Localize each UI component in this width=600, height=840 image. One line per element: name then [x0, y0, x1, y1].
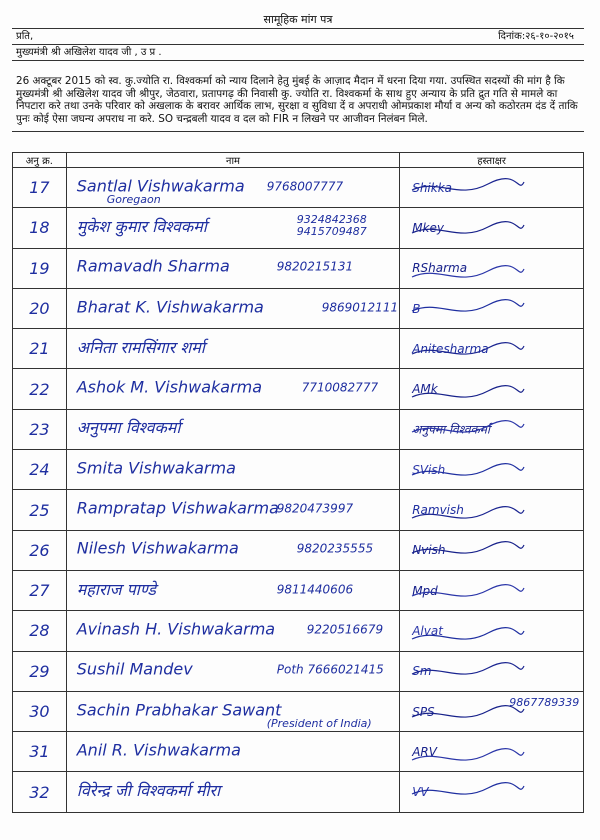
name-cell — [66, 530, 399, 570]
handwritten-signature: Shikka — [412, 180, 453, 195]
handwritten-signature: VV — [412, 785, 429, 800]
signature-flourish — [408, 736, 528, 766]
signature-cell — [400, 208, 584, 248]
signature-cell — [400, 329, 584, 369]
signature-cell — [400, 248, 584, 288]
name-cell — [66, 409, 399, 449]
addressee: मुख्यमंत्री श्री अखिलेश यादव जी , उ प्र . — [16, 47, 162, 58]
phone-number: 9820235555 — [296, 541, 374, 556]
row-number-text: 29 — [29, 661, 50, 681]
petition-sheet — [12, 12, 584, 822]
name-cell — [66, 570, 399, 610]
signature-flourish — [408, 212, 528, 242]
col-header-number: अनु क्र. — [13, 153, 67, 168]
row-number — [13, 369, 67, 409]
signature-cell — [400, 651, 584, 691]
petition-text: 26 अक्टूबर 2015 को स्व. कु.ज्योति रा. विश्वकर्मा को न्याय दिलाने हेतु मुंबई के आज़ाद मैदान में धरना दिया गया. उपस्थित सदस्यों की मांग है कि मुख्यमंत्री श्री अखिलेश यादव जी श्रीपुर, जेठवारा, प्रतापगढ़ की निवासी कु. ज्योति रा. विश्वकर्मा के साथ हुए अन्याय के प्रति द्रुत गति से मामले का निपटारा करे तथा उनके परिवार को अखलाक के बरावर आर्थिक लाभ, सुरक्षा व सुविधा दें व अपराधी ओमप्रकाश मौर्या व अन्य को कठोरतम दंड दें ताकि पुनः कोई ऐसा जघन्य अपराध ना करे. SO चन्द्रबली यादव व दल को FIR न लिखने पर आजीवन निलंबन मिले. — [12, 61, 584, 132]
row-number-text: 30 — [29, 702, 50, 721]
handwritten-name: Bharat K. Vishwakarma — [76, 297, 264, 317]
signature-flourish — [408, 575, 528, 605]
handwritten-signature: SPS — [412, 704, 435, 719]
handwritten-signature: Alvat — [412, 623, 443, 638]
handwritten-name: Avinash H. Vishwakarma — [76, 619, 276, 639]
handwritten-signature: Nvish — [412, 543, 446, 558]
table-row — [13, 691, 584, 731]
signature-cell — [400, 450, 584, 490]
table-row — [13, 168, 584, 208]
handwritten-signature: B — [412, 301, 421, 316]
handwritten-name: Ashok M. Vishwakarma — [76, 377, 263, 397]
row-number-text: 32 — [29, 782, 50, 802]
signature-flourish — [408, 293, 528, 323]
table-row — [13, 651, 584, 691]
row-number-text: 28 — [29, 621, 50, 641]
phone-number: 9324842368 9415709487 — [296, 213, 367, 239]
row-number-text: 31 — [29, 742, 50, 762]
signature-flourish — [408, 535, 528, 565]
signature-flourish — [408, 494, 528, 524]
handwritten-name: मुकेश कुमार विश्वकर्मा — [76, 216, 207, 236]
handwritten-name: Anil R. Vishwakarma — [76, 740, 241, 760]
handwritten-signature: ARV — [412, 744, 437, 759]
to-line — [12, 29, 584, 45]
handwritten-signature: AMk — [412, 382, 438, 397]
handwritten-signature: Mpd — [412, 583, 438, 598]
table-row — [13, 369, 584, 409]
name-cell — [66, 168, 399, 208]
phone-number: 9867789339 — [509, 695, 580, 709]
handwritten-signature: Sm — [412, 664, 432, 679]
handwritten-name: Rampratap Vishwakarma — [76, 498, 279, 518]
signature-flourish — [408, 454, 528, 484]
table-row — [13, 248, 584, 288]
row-number — [13, 772, 67, 812]
handwritten-name: Sachin Prabhakar Sawant — [76, 700, 282, 720]
document-title: सामूहिक मांग पत्र — [12, 12, 584, 29]
row-number-text: 24 — [29, 460, 50, 480]
row-number — [13, 651, 67, 691]
table-row — [13, 570, 584, 610]
name-cell — [66, 288, 399, 328]
table-row — [13, 732, 584, 772]
signature-flourish — [408, 253, 528, 283]
signature-cell — [400, 168, 584, 208]
signature-cell — [400, 772, 584, 812]
row-number-text: 23 — [29, 419, 50, 439]
row-number — [13, 450, 67, 490]
row-number — [13, 288, 67, 328]
row-number-text: 22 — [29, 379, 50, 399]
handwritten-name: विरेन्द्र जी विश्वकर्मा मीरा — [76, 780, 221, 800]
row-number — [13, 248, 67, 288]
table-row — [13, 530, 584, 570]
name-cell — [66, 732, 399, 772]
handwritten-note: (President of India) — [266, 717, 372, 731]
name-cell — [66, 208, 399, 248]
table-row — [13, 490, 584, 530]
signature-cell — [400, 490, 584, 530]
table-row — [13, 409, 584, 449]
table-row — [13, 611, 584, 651]
phone-number: 9768007777 — [266, 179, 344, 194]
name-cell — [66, 329, 399, 369]
row-number-text: 21 — [29, 339, 50, 359]
phone-number: Poth 7666021415 — [276, 662, 384, 677]
phone-number: 9820215131 — [276, 259, 354, 274]
row-number — [13, 570, 67, 610]
row-number — [13, 732, 67, 772]
table-row — [13, 288, 584, 328]
name-cell — [66, 651, 399, 691]
row-number-text: 19 — [29, 258, 50, 278]
handwritten-name: Santlal Vishwakarma — [76, 176, 245, 196]
signature-flourish — [408, 333, 528, 363]
table-row — [13, 772, 584, 812]
handwritten-signature: Mkey — [412, 220, 444, 235]
signature-cell — [400, 611, 584, 651]
name-cell — [66, 248, 399, 288]
phone-number: 7710082777 — [301, 380, 379, 395]
name-cell — [66, 369, 399, 409]
row-number — [13, 168, 67, 208]
date: दिनांक:२६-१०-२०१५ — [498, 31, 574, 42]
table-row — [13, 450, 584, 490]
name-cell — [66, 490, 399, 530]
signature-cell — [400, 530, 584, 570]
handwritten-signature: Anitesharma — [412, 341, 489, 356]
handwritten-name: Smita Vishwakarma — [76, 458, 236, 478]
row-number-text: 17 — [29, 178, 50, 198]
row-number — [13, 329, 67, 369]
table-row — [13, 208, 584, 248]
signature-flourish — [408, 373, 528, 403]
row-number — [13, 611, 67, 651]
table-row — [13, 329, 584, 369]
phone-number: 9869012111 — [321, 300, 399, 315]
signature-cell — [400, 369, 584, 409]
signature-table — [12, 152, 584, 813]
signature-cell — [400, 409, 584, 449]
signature-flourish — [408, 172, 528, 202]
handwritten-name: महाराज पाण्डे — [76, 579, 156, 599]
row-number-text: 18 — [29, 218, 50, 238]
signature-flourish — [408, 656, 528, 686]
handwritten-name: अनिता रामसिंगार शर्मा — [76, 337, 205, 357]
row-number-text: 26 — [29, 540, 50, 560]
handwritten-name: Nilesh Vishwakarma — [76, 538, 239, 558]
handwritten-name: Sushil Mandev — [76, 659, 193, 679]
name-cell — [66, 772, 399, 812]
handwritten-signature: Ramvish — [412, 503, 464, 518]
row-number-text: 20 — [29, 299, 50, 319]
row-number — [13, 691, 67, 731]
handwritten-signature: RSharma — [412, 261, 468, 276]
row-number — [13, 409, 67, 449]
addressee-line — [12, 45, 584, 61]
handwritten-name: अनुपमा विश्वकर्मा — [76, 418, 181, 438]
phone-number: 9220516679 — [306, 622, 384, 637]
to-label: प्रति, — [16, 31, 34, 42]
handwritten-name: Ramavadh Sharma — [76, 256, 230, 276]
row-number — [13, 208, 67, 248]
handwritten-signature: SVish — [412, 462, 446, 477]
col-header-signature: हस्ताक्षर — [400, 153, 584, 168]
row-number-text: 25 — [29, 500, 50, 520]
signature-flourish — [408, 615, 528, 645]
row-number-text: 27 — [29, 581, 50, 601]
row-number — [13, 490, 67, 530]
name-cell — [66, 450, 399, 490]
handwritten-note: Goregaon — [106, 193, 161, 207]
signature-flourish — [408, 776, 528, 806]
name-cell — [66, 611, 399, 651]
col-header-name: नाम — [66, 153, 399, 168]
row-number — [13, 530, 67, 570]
signature-cell — [400, 288, 584, 328]
signature-cell — [400, 732, 584, 772]
signature-cell — [400, 570, 584, 610]
phone-number: 9820473997 — [276, 501, 354, 516]
signature-flourish — [408, 414, 528, 444]
phone-number: 9811440606 — [276, 582, 354, 597]
handwritten-signature: अनुपमा विश्वकर्मा — [412, 422, 490, 437]
